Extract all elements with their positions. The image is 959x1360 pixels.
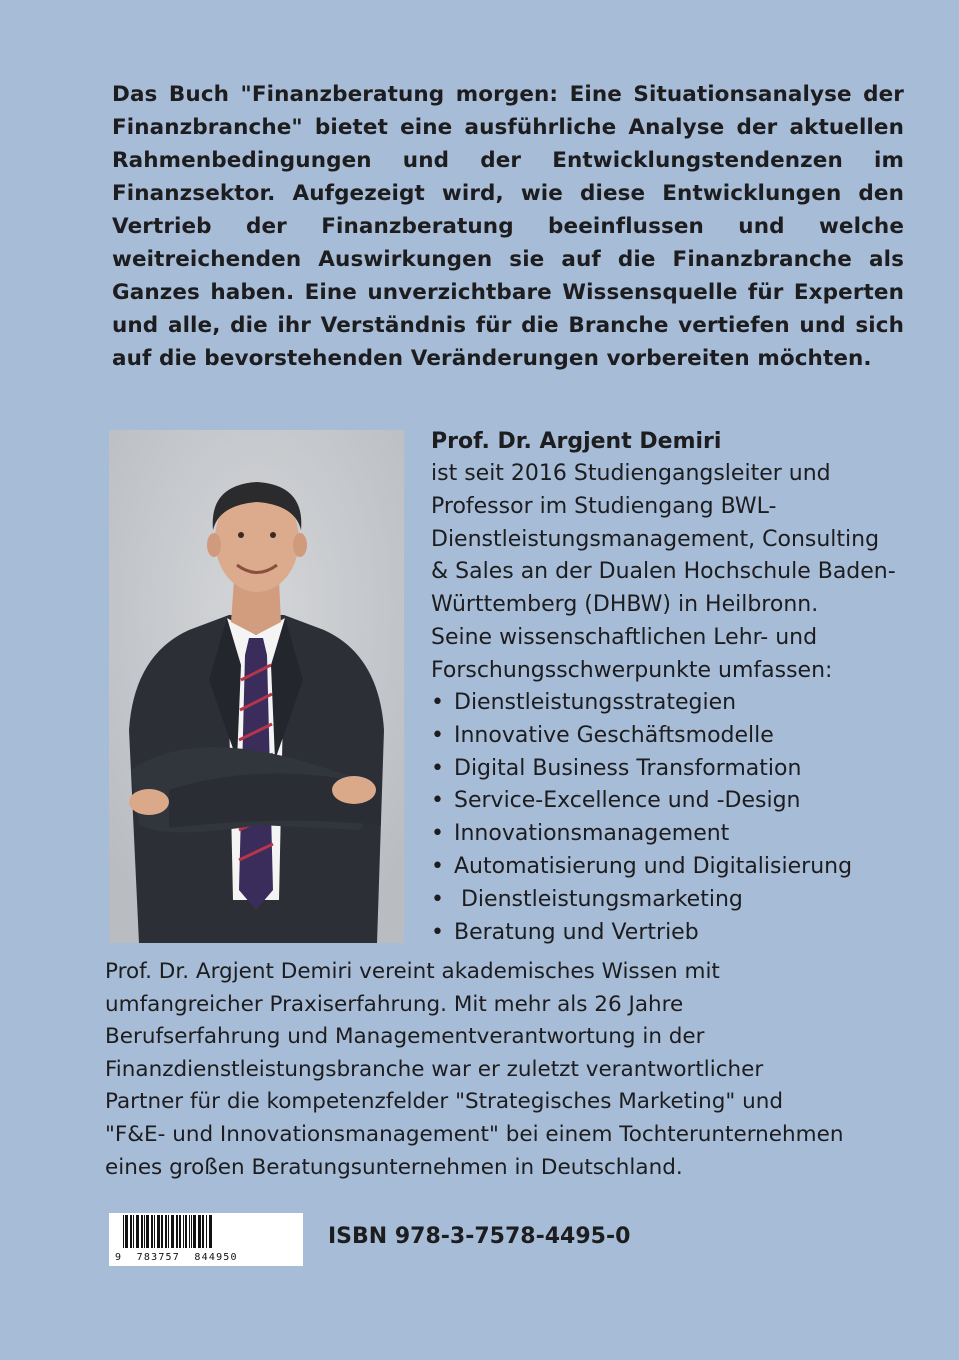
closing-line: eines großen Beratungsunternehmen in Deutschland. [105,1154,683,1180]
bullet-icon: • [431,788,444,814]
list-item [431,884,852,917]
isbn-barcode [109,1213,303,1266]
research-focus-list [431,687,852,949]
barcode-bar [193,1215,196,1248]
barcode-bar [157,1215,160,1248]
barcode-bar [161,1215,163,1248]
barcode-bar [141,1215,143,1248]
barcode-bar [151,1215,153,1248]
barcode-bar [125,1215,128,1248]
author-bio-closing [105,956,925,1184]
barcode-bar [183,1215,184,1248]
closing-line: umfangreicher Praxiserfahrung. Mit mehr als 26 Jahre [105,991,684,1017]
barcode-bar [198,1215,201,1248]
barcode-bar [171,1215,174,1248]
list-item-label: Innovationsmanagement [454,821,730,847]
list-item [431,720,852,753]
bio-line: Professor im Studiengang BWL- [431,493,777,519]
barcode-bar [123,1215,124,1248]
bio-line: & Sales an der Dualen Hochschule Baden- [431,559,896,585]
bullet-icon: • [431,886,444,912]
barcode-bar [191,1215,192,1248]
isbn-number: ISBN 978-3-7578-4495-0 [328,1224,631,1249]
bullet-icon: • [431,821,444,847]
closing-line: "F&E- und Innovationsmanagement" bei einem Tochterunternehmen [105,1121,844,1147]
barcode-bar [165,1215,167,1248]
barcode-bar [209,1215,212,1248]
list-item-label: Dienstleistungsstrategien [454,690,737,715]
bullet-icon: • [431,690,444,715]
list-item [431,687,852,720]
barcode-bar [168,1215,169,1248]
list-item [431,785,852,818]
bio-line: Forschungsschwerpunkte umfassen: [431,657,833,683]
barcode-bar [206,1215,207,1248]
barcode-bar [136,1215,139,1248]
bio-line: ist seit 2016 Studiengangsleiter und [431,461,831,486]
closing-line: Berufserfahrung und Managementverantwortung in der [105,1024,705,1050]
barcode-bar [185,1215,187,1248]
barcode-bar [202,1215,204,1248]
closing-line: Partner für die kompetenzfelder "Strategisches Marketing" und [105,1089,784,1115]
bio-line: Württemberg (DHBW) in Heilbronn. [431,592,819,618]
barcode-bar [179,1215,181,1248]
author-name: Prof. Dr. Argjent Demiri [431,429,722,454]
barcode-bar [146,1215,149,1248]
author-portrait [109,430,404,943]
author-bio-intro [431,458,931,688]
bullet-icon: • [431,722,444,748]
list-item [431,753,852,786]
barcode-bar [189,1215,190,1248]
list-item [431,851,852,884]
list-item-label: Digital Business Transformation [454,755,802,781]
closing-line: Finanzdienstleistungsbranche war er zuletzt verantwortlicher [105,1056,764,1082]
bio-line: Seine wissenschaftlichen Lehr- und [431,624,818,650]
barcode-bar [130,1215,132,1248]
barcode-bar [154,1215,155,1248]
bio-line: Dienstleistungsmanagement, Consulting [431,526,880,552]
bullet-icon: • [431,853,444,879]
barcode-bar [133,1215,134,1248]
bullet-icon: • [431,755,444,781]
bullet-icon: • [431,919,444,945]
barcode-bar [176,1215,178,1248]
list-item [431,917,852,950]
book-description: Das Buch "Finanzberatung morgen: Eine Situationsanalyse der Finanzbranche" bietet eine ausführliche Analyse der aktuellen Rahmenbedingungen und der Entwicklungstendenzen im Finanzsektor. Aufgezeigt wird, wie diese Entwicklungen den Vertrieb der Finanzberatung beeinflussen und welche weitreichenden Auswirkungen sie auf die Finanzbranche als Ganzes haben. Eine unverzichtbare Wissensquelle für Experten und alle, die ihr Verständnis für die Branche vertiefen und sich auf die bevorstehenden Veränderungen vorbereiten möchten. [112,82,904,371]
list-item-label: Service-Excellence und -Design [454,788,801,814]
list-item [431,818,852,851]
list-item-label: Dienstleistungsmarketing [454,886,743,912]
list-item-label: Beratung und Vertrieb [454,919,699,945]
barcode-bars [109,1213,303,1253]
closing-line: Prof. Dr. Argjent Demiri vereint akademisches Wissen mit [105,959,720,984]
list-item-label: Innovative Geschäftsmodelle [454,722,774,748]
barcode-bar [144,1215,145,1248]
barcode-digits: 9 783757 844950 [115,1252,238,1263]
list-item-label: Automatisierung und Digitalisierung [454,853,853,879]
